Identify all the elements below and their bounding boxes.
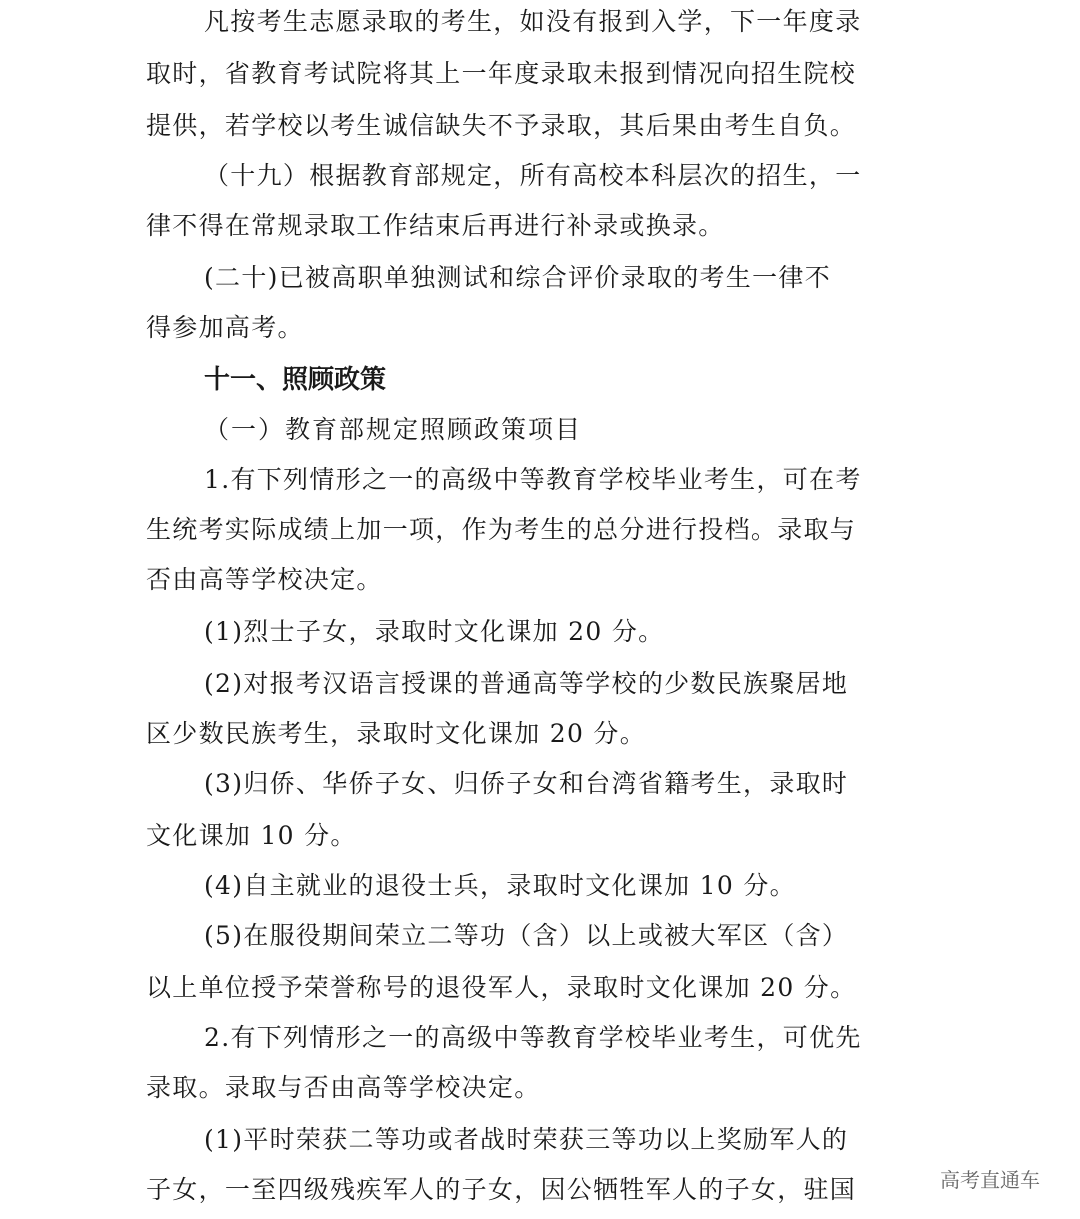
- paragraph-line: (二十)已被高职单独测试和综合评价录取的考生一律不: [204, 263, 832, 292]
- paragraph-line: 2.有下列情形之一的高级中等教育学校毕业考生，可优先: [204, 1023, 862, 1052]
- subsection-heading: （一）教育部规定照顾政策项目: [204, 415, 583, 444]
- list-item-line: (3)归侨、华侨子女、归侨子女和台湾省籍考生，录取时: [204, 769, 849, 798]
- section-heading: 十一、照顾政策: [204, 365, 387, 395]
- paragraph-line: 得参加高考。: [146, 313, 304, 342]
- paragraph-line: 取时，省教育考试院将其上一年度录取未报到情况向招生院校: [146, 59, 857, 88]
- watermark-label: 高考直通车: [940, 1168, 1040, 1192]
- list-item-line: 子女，一至四级残疾军人的子女，因公牺牲军人的子女，驻国: [146, 1175, 857, 1204]
- list-item-line: 以上单位授予荣誉称号的退役军人，录取时文化课加 20 分。: [146, 973, 857, 1002]
- list-item-line: 文化课加 10 分。: [146, 821, 357, 850]
- paragraph-line: 1.有下列情形之一的高级中等教育学校毕业考生，可在考: [204, 465, 862, 494]
- paragraph-line: 律不得在常规录取工作结束后再进行补录或换录。: [146, 211, 725, 240]
- paragraph-line: 生统考实际成绩上加一项，作为考生的总分进行投档。录取与: [146, 515, 857, 544]
- list-item-line: (2)对报考汉语言授课的普通高等学校的少数民族聚居地: [204, 669, 849, 698]
- list-item-line: (5)在服役期间荣立二等功（含）以上或被大军区（含）: [204, 921, 849, 950]
- list-item-line: 区少数民族考生，录取时文化课加 20 分。: [146, 719, 647, 748]
- paragraph-line: 否由高等学校决定。: [146, 565, 383, 594]
- paragraph-line: 凡按考生志愿录取的考生，如没有报到入学，下一年度录: [204, 7, 862, 36]
- paragraph-line: （十九）根据教育部规定，所有高校本科层次的招生，一: [204, 161, 862, 190]
- paragraph-line: 提供，若学校以考生诚信缺失不予录取，其后果由考生自负。: [146, 111, 857, 140]
- list-item-line: (4)自主就业的退役士兵，录取时文化课加 10 分。: [204, 871, 796, 900]
- list-item-line: (1)烈士子女，录取时文化课加 20 分。: [204, 617, 665, 646]
- list-item-line: (1)平时荣获二等功或者战时荣获三等功以上奖励军人的: [204, 1125, 849, 1154]
- paragraph-line: 录取。录取与否由高等学校决定。: [146, 1073, 541, 1102]
